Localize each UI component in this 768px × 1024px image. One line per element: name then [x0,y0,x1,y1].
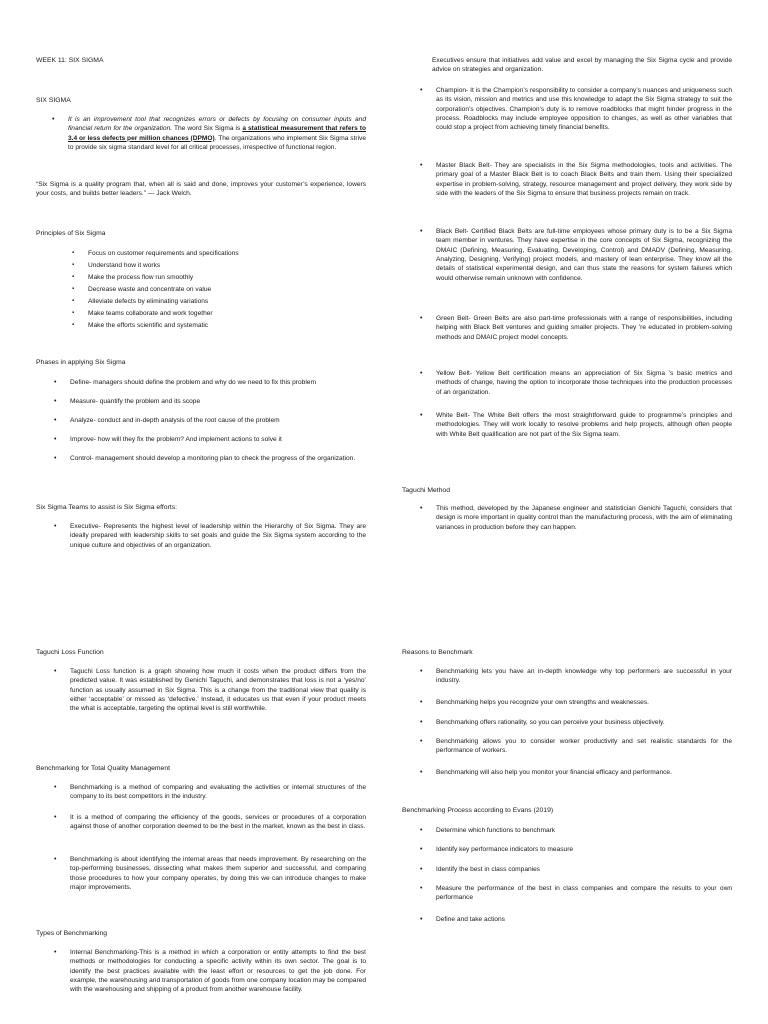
jack-welch-quote: “Six Sigma is a quality program that, when all is said and done, improves your customer’s experience, lowers your costs, and builds better leaders.” — Jack Welch. [36,181,366,198]
definition-pre: The word Six Sigma is [172,125,243,133]
list-item: • Identify key performance indicators to measure [436,845,732,854]
list-item: • Benchmarking is about identifying the internal areas that needs improvement. By researching on the top-performing businesses, dissecting what makes them superior and successful, and comparing those procedures to how your company operates, by doing this we can introduce changes to make major improvements. [70,855,366,892]
definition-underlined: a statistical measurement that refers to 3.4 or less defects per million chances (DPMO) [68,125,366,142]
list-item: • Analyze- conduct and in-depth analysis of the root cause of the problem [70,416,366,425]
list-item: • Benchmarking is a method of comparing and evaluating the activities or internal structures of the company to its best competitors in the industry. [70,783,366,802]
list-item: • It is a method of comparing the efficiency of the goods, services or procedures of a corporation against those of another corporation deemed to be the best in the market, known as the best in class. [70,813,366,832]
benchmarking-tqm-heading: Benchmarking for Total Quality Management [36,765,170,772]
list-item: • Measure the performance of the best in class companies and compare the results to your own performance [436,884,732,903]
list-item: • Benchmarking helps you recognize your own strengths and weaknesses. [436,698,732,707]
taguchi-text: • This method, developed by the Japanese engineer and statistician Genichi Taguchi, considers that design is more important in quality control than the manufacturing process, with the aim of eliminating variances in production before they can happen. [436,504,732,532]
teams-heading: Six Sigma Teams to assist is Six Sigma efforts: [36,504,178,511]
phases-heading: Phases in applying Six Sigma [36,359,126,366]
list-item: ▪ Make the efforts scientific and systematic [88,321,208,330]
list-item: ▪ Focus on customer requirements and specifications [88,249,239,258]
list-item: • Benchmarking offers rationality, so you can perceive your business objectively. [436,718,732,727]
list-item: • Define and take actions [436,915,732,924]
list-item: • Identify the best in class companies [436,865,732,874]
team-yellow-belt: • Yellow Belt- Yellow Belt certification means an appreciation of Six Sigma ’s basic metrics and methods of change, having the option to incorporate those techniques into the production processes of an organization. [436,369,732,397]
six-sigma-definition [68,115,366,152]
team-champion: • Champion- It is the Champion’s responsibility to consider a company’s nuances and uniqueness such as its vision, mission and metrics and use this knowledge to adapt the Six Sigma strategy to suit the corporation’s objectives. Champion’s duty is to remove roadblocks that might hinder progress in the process. Roadblocks may include employee opposition to changes, as well as other variables that could stop a project from achieving timely financial benefits. [436,86,732,133]
page-title: WEEK 11: SIX SIGMA [36,57,104,64]
list-item: ▪ Decrease waste and concentrate on value [88,285,211,294]
list-item: • Benchmarking lets you have an in-depth knowledge why top performers are successful in your industry. [436,667,732,686]
types-heading: Types of Benchmarking [36,930,108,937]
type-internal-benchmarking: • Internal Benchmarking-This is a method in which a corporation or entity attempts to find the best methods or methodologies for conducting a specific activity within its own sector. The goal is to identify the best practices available with the least effort or resources to get the job done. For example, the warehousing and transportation of goods from one company location may be compared with the warehousing and shipping of a product from another warehouse facility. [70,948,366,995]
list-item: • Measure- quantify the problem and its scope [70,397,366,406]
list-item: • Improve- how will they fix the problem? And implement actions to solve it [70,435,366,444]
definition-post: . The organizations who implement Six Sigma strive to provide six sigma standard level for all critical processes, irrespective of functional region. [68,134,367,152]
team-green-belt: • Green Belt- Green Belts are also part-time professionals with a range of responsibilities, including helping with Black Belt ventures and guiding smaller projects. They ’re educated in problem-solving methods and DMAIC project model concepts. [436,314,732,342]
team-executive-continued: Executives ensure that initiatives add value and excel by managing the Six Sigma cycle and provide advice on strategies and organization. [432,57,732,74]
reasons-heading: Reasons to Benchmark [402,649,473,656]
taguchi-heading: Taguchi Method [402,487,450,494]
list-item: ▪ Make the process flow run smoothly [88,273,193,282]
taguchi-loss-text: • Taguchi Loss function is a graph showing how much it costs when the product differs from the predicted value. It was established by Genichi Taguchi, and demonstrates that loss is not a ‘yes/no’ function as usually assumed in Six Sigma. This is a change from the traditional view that quality is either ‘acceptable’ or missed as ‘defective.’ Instead, it educates us that even if your product meets the what is acceptable, targeting the optimal level is still worthwhile. [70,667,366,714]
principles-heading: Principles of Six Sigma [36,230,106,237]
taguchi-loss-heading: Taguchi Loss Function [36,649,104,656]
list-item: ▪ Alleviate defects by eliminating variations [88,297,208,306]
process-heading: Benchmarking Process according to Evans (2019) [402,807,554,814]
team-executive: • Executive- Represents the highest level of leadership within the Hierarchy of Six Sigma. They are ideally prepared with leadership skills to set goals and guide the Six Sigma system according to the unique culture and objectives of an organization. [70,522,366,550]
definition-italic: It is an improvement tool that recognizes errors or defects by focusing on consumer inputs and financial return for the organization. [68,116,366,133]
list-item: • Determine which functions to benchmark [436,826,732,835]
list-item: ▪ Understand how it works [88,261,160,270]
list-item: ▪ Make teams collaborate and work together [88,309,213,318]
team-black-belt: • Black Belt- Certified Black Belts are full-time employees whose primary duty is to be a Six Sigma team member in ventures. They have expertise in the core concepts of Six Sigma, recognizing the DMAIC (Defining, Measuring, Evaluating, Developing, Control) and DMADV (Defining, Measuring, Analyzing, Designing, Verifying) project models, and mastery of lean enterprise. They know all the details of statistical experimental design, and can thus state the reasons for system failures which would otherwise remain unknown with confidence. [436,227,732,283]
list-item: • Benchmarking allows you to consider worker productivity and set realistic standards for the performance of workers. [436,737,732,756]
list-item: • Control- management should develop a monitoring plan to check the progress of the organization. [70,454,366,463]
team-white-belt: • White Belt- The White Belt offers the most straightforward guide to programme’s principles and methodologies. They will work locally to resolve problems and help projects, although often people with White Belt qualification are not part of the Six Sigma team. [436,411,732,439]
list-item: • Define- managers should define the problem and why do we need to fix this problem [70,378,366,387]
team-master-black-belt: • Master Black Belt- They are specialists in the Six Sigma methodologies, tools and activities. The primary goal of a Master Black Belt is to coach Black Belts and train them. Using their specialized expertise in problem-solving, strategy, resource management and project delivery, they work side by side with the leaders of the Six Sigma to ensure that business projects remain on track. [436,161,732,198]
list-item: • Benchmarking will also help you monitor your financial efficacy and performance. [436,768,732,777]
six-sigma-heading: SIX SIGMA [36,97,71,104]
